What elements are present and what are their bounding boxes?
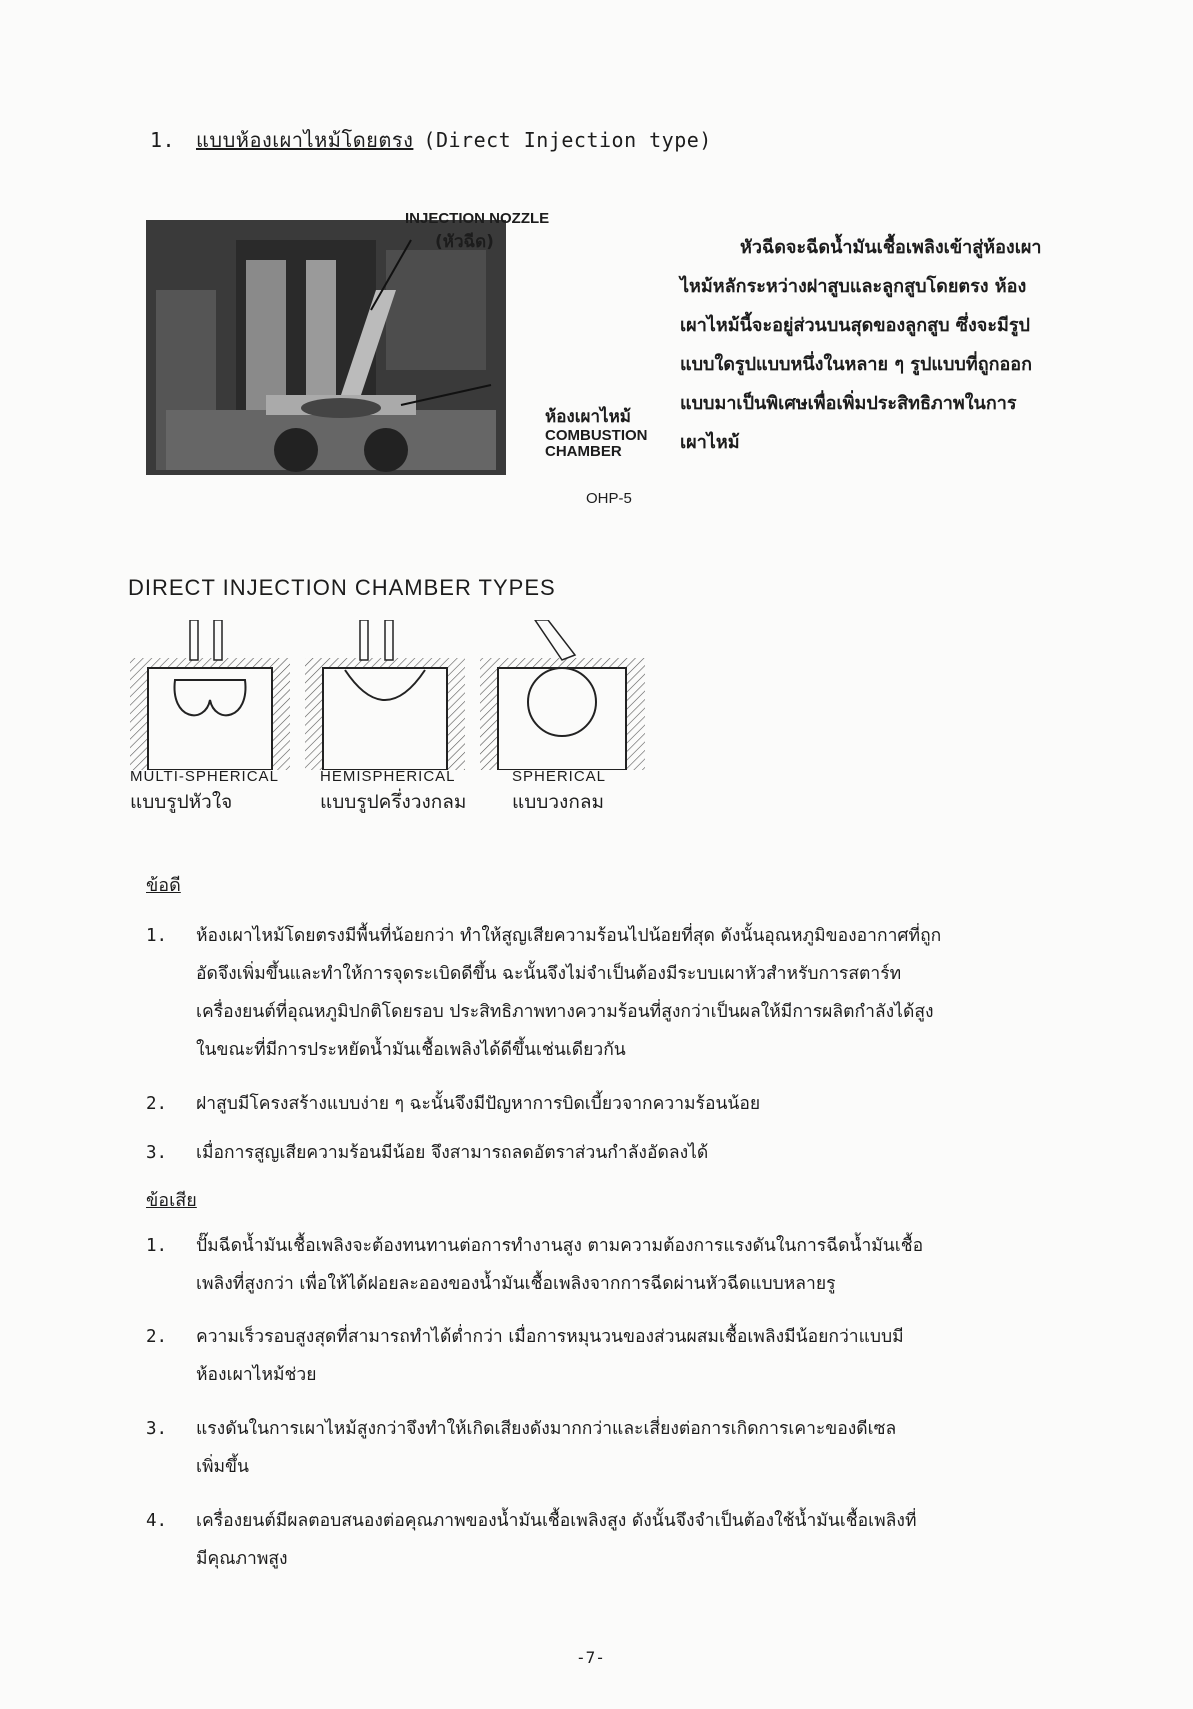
item-number: 3.	[146, 1143, 168, 1163]
item-number: 4.	[146, 1511, 168, 1531]
advantage-item	[146, 1134, 1136, 1172]
intro-line: ไหม้หลักระหว่างฝาสูบและลูกสูบโดยตรง ห้อง	[680, 276, 1027, 297]
section-number: 1.	[150, 128, 176, 152]
advantage-item	[146, 917, 1136, 1069]
engine-cutaway-drawing	[146, 220, 546, 520]
chamber-types-title: DIRECT INJECTION CHAMBER TYPES	[128, 575, 556, 600]
disadvantages-heading: ข้อเสีย	[146, 1190, 197, 1211]
intro-line: เผาไหม้นี้จะอยู่ส่วนบนสุดของลูกสูบ ซึ่งจะมีรูป	[680, 315, 1030, 336]
section-heading	[150, 124, 712, 156]
item-line: ห้องเผาไหม้ช่วย	[196, 1365, 317, 1385]
item-line: เพลิงที่สูงกว่า เพื่อให้ได้ฝอยละอองของน้ำมันเชื้อเพลิงจากการฉีดผ่านหัวฉีดแบบหลายรู	[196, 1274, 836, 1294]
item-line: มีคุณภาพสูง	[196, 1549, 288, 1569]
intro-line: เผาไหม้	[680, 432, 740, 453]
disadvantage-item	[146, 1502, 1136, 1578]
item-line: ความเร็วรอบสูงสุดที่สามารถทำได้ต่ำกว่า เมื่อการหมุนวนของส่วนผสมเชื้อเพลิงมีน้อยกว่าแบบมี	[196, 1327, 904, 1347]
intro-line: แบบมาเป็นพิเศษเพื่อเพิ่มประสิทธิภาพในการ	[680, 393, 1017, 414]
chamber-types-drawing	[130, 620, 650, 770]
item-line: ฝาสูบมีโครงสร้างแบบง่าย ๆ ฉะนั้นจึงมีปัญหาการบิดเบี้ยวจากความร้อนน้อย	[196, 1094, 761, 1114]
advantages-heading: ข้อดี	[146, 875, 181, 896]
chamber-type-label: HEMISPHERICAL	[320, 768, 456, 785]
item-number: 3.	[146, 1419, 168, 1439]
chamber-type-label: SPHERICAL	[512, 768, 607, 785]
item-number: 1.	[146, 1236, 168, 1256]
disadvantage-item	[146, 1227, 1136, 1303]
item-line: เครื่องยนต์ที่อุณหภูมิปกติโดยรอบ ประสิทธิภาพทางความร้อนที่สูงกว่าเป็นผลให้มีการผลิตกำลังได้สูง	[196, 1002, 934, 1022]
intro-line: แบบใดรูปแบบหนึ่งในหลาย ๆ รูปแบบที่ถูกออก	[680, 354, 1033, 375]
label-chamber: CHAMBER	[545, 443, 622, 460]
chamber-types-figure	[130, 620, 650, 770]
label-injection-nozzle: INJECTION NOZZLE	[405, 210, 550, 227]
item-line: ปั๊มฉีดน้ำมันเชื้อเพลิงจะต้องทนทานต่อการทำงานสูง ตามความต้องการแรงดันในการฉีดน้ำมันเชื้อ	[196, 1236, 924, 1256]
chamber-type-thai: แบบรูปหัวใจ	[130, 791, 233, 813]
item-line: แรงดันในการเผาไหม้สูงกว่าจึงทำให้เกิดเสียงดังมากกว่าและเสี่ยงต่อการเกิดการเคาะของดีเซล	[196, 1419, 897, 1439]
disadvantage-item	[146, 1318, 1136, 1394]
item-line: เครื่องยนต์มีผลตอบสนองต่อคุณภาพของน้ำมันเชื้อเพลิงสูง ดังนั้นจึงจำเป็นต้องใช้น้ำมันเชื้อเพลิงที่	[196, 1511, 917, 1531]
item-line: อัดจึงเพิ่มขึ้นและทำให้การจุดระเบิดดีขึ้น ฉะนั้นจึงไม่จำเป็นต้องมีระบบเผาหัวสำหรับการสตาร์ท	[196, 964, 902, 984]
label-combustion-chamber-thai: ห้องเผาไหม้	[545, 407, 631, 427]
item-line: ในขณะที่มีการประหยัดน้ำมันเชื้อเพลิงได้ดีขึ้นเช่นเดียวกัน	[196, 1040, 626, 1060]
label-injection-nozzle-thai: (หัวฉีด)	[435, 232, 494, 252]
page-number: -7-	[576, 1648, 605, 1667]
intro-paragraph	[680, 228, 1120, 462]
chamber-type-thai: แบบรูปครึ่งวงกลม	[320, 791, 467, 813]
item-number: 2.	[146, 1327, 168, 1347]
item-number: 1.	[146, 926, 168, 946]
item-line: เพิ่มขึ้น	[196, 1457, 249, 1477]
section-title-english: (Direct Injection type)	[423, 128, 712, 152]
figure-code: OHP-5	[586, 490, 632, 507]
label-combustion: COMBUSTION	[545, 427, 648, 444]
disadvantage-item	[146, 1410, 1136, 1486]
section-title-thai: แบบห้องเผาไหม้โดยตรง	[196, 128, 414, 152]
item-line: เมื่อการสูญเสียความร้อนมีน้อย จึงสามารถลดอัตราส่วนกำลังอัดลงได้	[196, 1143, 709, 1163]
chamber-type-label: MULTI-SPHERICAL	[130, 768, 279, 785]
engine-cutaway-figure	[146, 220, 546, 520]
item-line: ห้องเผาไหม้โดยตรงมีพื้นที่น้อยกว่า ทำให้สูญเสียความร้อนไปน้อยที่สุด ดังนั้นอุณหภูมิของอากาศที่ถูก	[196, 926, 942, 946]
chamber-type-thai: แบบวงกลม	[512, 791, 604, 813]
item-number: 2.	[146, 1094, 168, 1114]
advantage-item	[146, 1085, 1136, 1123]
intro-line: หัวฉีดจะฉีดน้ำมันเชื้อเพลิงเข้าสู่ห้องเผา	[740, 237, 1042, 258]
